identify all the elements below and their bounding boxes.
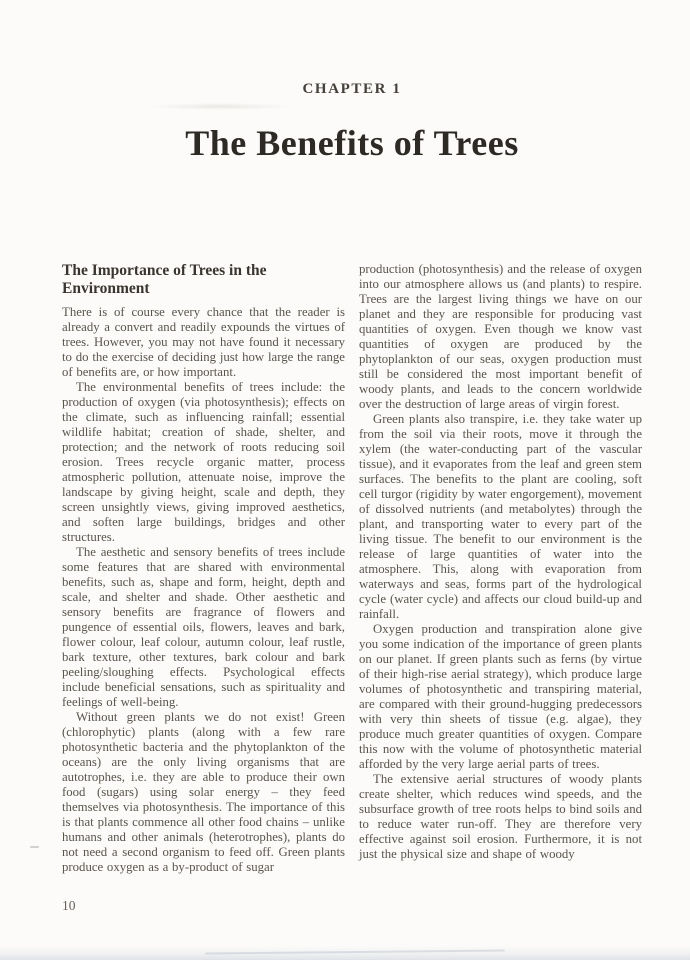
section-heading: The Importance of Trees in the Environment (62, 262, 267, 297)
chapter-label: CHAPTER 1 (302, 81, 402, 97)
paragraph: Green plants also transpire, i.e. they take water up from the soil via their roots, move it through the xylem (the water-conducting part of the vascular tissue), and it evaporates from the leaf and green stem surfaces. The benefits to the plant are cooling, soft cell turgor (rigidity by water engorgement), movement of dissolved nutrients (and metabolytes) through the plant, and transporting water to every part of the living tissue. The benefit to our environment is the release of large quantities of water into the atmosphere. This, along with evaporation from waterways and seas, forms part of the hydrological cycle (water cycle) and affects our cloud build-up and rainfall. (359, 412, 642, 621)
page-number: 10 (62, 898, 76, 913)
right-column-text (359, 262, 642, 862)
paragraph: Oxygen production and transpiration alone give you some indication of the importance of green plants on our planet. If green plants such as ferns (by virtue of their high-rise aerial strategy), which produce large volumes of photosynthetic and transpiring material, are compared with their ground-hugging predecessors with very thin sheets of tissue (e.g. algae), they produce much greater quantities of oxygen. Compare this now with the volume of photosynthetic material afforded by the very large aerial parts of trees. (359, 622, 642, 771)
scan-smudge (148, 103, 293, 110)
paragraph: The environmental benefits of trees include: the production of oxygen (via photosynthesis); effects on the climate, such as influencing rainfall; essential wildlife habitat; creation of shade, shelter, and protection; and the network of roots reducing soil erosion. Trees recycle organic matter, process atmospheric pollution, attenuate noise, improve the landscape by giving height, scale and depth, they screen unsightly views, giving improved aesthetics, and soften large buildings, bridges and other structures. (62, 380, 345, 544)
left-column (62, 262, 345, 875)
paragraph: The aesthetic and sensory benefits of trees include some features that are shared with environmental benefits, such as, shape and form, height, depth and scale, and shelter and shade. Other aesthetic and sensory benefits are fragrance of flowers and pungence of essential oils, flowers, leaves and bark, flower colour, leaf colour, autumn colour, leaf rustle, bark texture, other textures, bark colour and bark peeling/sloughing effects. Psychological effects include beneficial sensations, such as spirituality and feelings of well-being. (62, 545, 345, 709)
right-column (359, 262, 642, 875)
text-columns (62, 262, 642, 875)
paragraph: There is of course every chance that the reader is already a convert and readily expounds the virtues of trees. However, you may not have found it necessary to do the exercise of deciding just how large the range of benefits are, or how important. (62, 305, 345, 379)
left-column-text (62, 305, 345, 875)
scan-margin-mark (30, 846, 39, 848)
paragraph: Without green plants we do not exist! Green (chlorophytic) plants (along with a few rare photosynthetic bacteria and the phytoplankton of the oceans) are the only living organisms that are autotrophes, i.e. they are able to produce their own food (sugars) using solar energy – they feed themselves via photosynthesis. The importance of this is that plants commence all other food chains – unlike humans and other animals (heterotrophes), plants do not need a second organism to feed off. Green plants produce oxygen as a by-product of sugar (62, 710, 345, 874)
chapter-title: The Benefits of Trees (185, 123, 519, 163)
paragraph: production (photosynthesis) and the release of oxygen into our atmosphere allows us (and plants) to respire. Trees are the largest living things we have on our planet and they are responsible for producing vast quantities of oxygen. Even though we know vast quantities of oxygen are produced by the phytoplankton of our seas, oxygen production must still be considered the most important benefit of woody plants, and leads to the concern worldwide over the destruction of large areas of virgin forest. (359, 262, 642, 411)
paragraph: The extensive aerial structures of woody plants create shelter, which reduces wind speeds, and the subsurface growth of tree roots helps to bind soils and to reduce water run-off. They are therefore very effective against soil erosion. Furthermore, it is not just the physical size and shape of woody (359, 772, 642, 861)
